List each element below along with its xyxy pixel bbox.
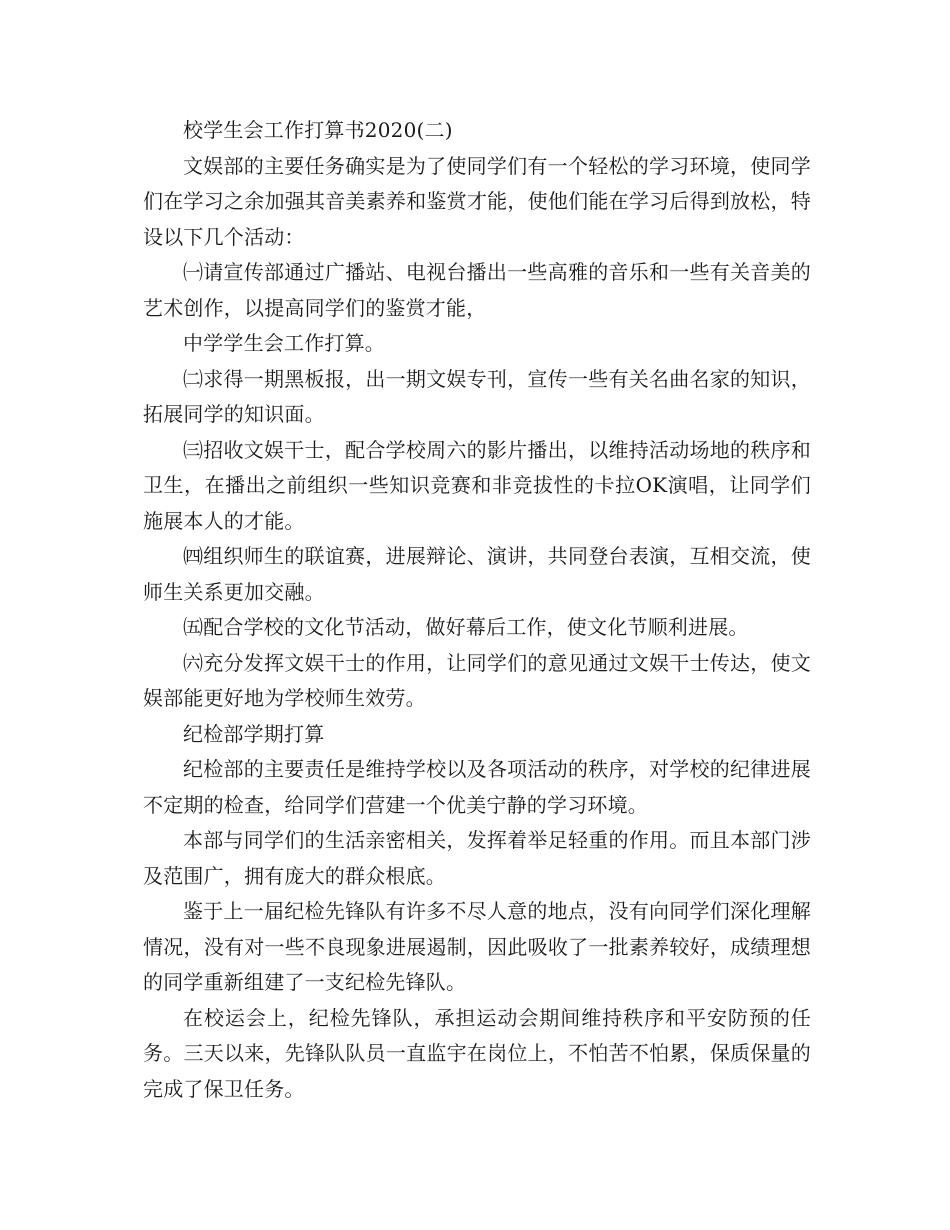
document-title: 校学生会工作打算书2020(二) [183, 118, 453, 142]
section-heading-discipline: 纪检部学期打算 [183, 721, 325, 746]
paragraph-discipline-team: 鉴于上一届纪检先锋队有许多不尽人意的地点，没有向同学们深化理解情况，没有对一些不良现象进展遏制，因此吸收了一批素养较好，成绩理想的同学重新组建了一支纪检先锋队。 [143, 899, 811, 994]
paragraph-discipline-role: 本部与同学们的生活亲密相关，发挥着举足轻重的作用。而且本部门涉及范围广，拥有庞大的群众根底。 [143, 828, 811, 888]
paragraph-sports-meet: 在校运会上，纪检先锋队，承担运动会期间维持秩序和平安防预的任务。三天以来，先锋队队员一直监宇在岗位上，不怕苦不怕累，保质保量的完成了保卫任务。 [143, 1005, 811, 1101]
paragraph-item-2: ㈡求得一期黑板报，出一期文娱专刊，宣传一些有关名曲名家的知识，拓展同学的知识面。 [143, 366, 811, 426]
paragraph-discipline-duty: 纪检部的主要责任是维持学校以及各项活动的秩序，对学校的纪律进展不定期的检查，给同学们营建一个优美宁静的学习环境。 [143, 757, 811, 817]
paragraph-entertainment-intro: 文娱部的主要任务确实是为了使同学们有一个轻松的学习环境，使同学们在学习之余加强其音美素养和鉴赏才能，使他们能在学习后得到放松，特设以下几个活动： [143, 153, 811, 249]
paragraph-item-1: ㈠请宣传部通过广播站、电视台播出一些高雅的音乐和一些有关音美的艺术创作，以提高同学们的鉴赏才能， [143, 260, 811, 320]
document-body [143, 113, 811, 1107]
paragraph-item-6: ㈥充分发挥文娱干士的作用，让同学们的意见通过文娱干士传达，使文娱部能更好地为学校师生效劳。 [143, 650, 811, 710]
paragraph-item-5: ㈤配合学校的文化节活动，做好幕后工作，使文化节顺利进展。 [183, 615, 749, 639]
paragraph-note: 中学学生会工作打算。 [183, 331, 385, 355]
paragraph-item-3: ㈢招收文娱干士，配合学校周六的影片播出，以维持活动场地的秩序和卫生，在播出之前组织一些知识竞赛和非竞拔性的卡拉OK演唱，让同学们施展本人的才能。 [143, 437, 811, 533]
paragraph-item-4: ㈣组织师生的联谊赛，进展辩论、演讲，共同登台表演，互相交流，使师生关系更加交融。 [143, 544, 811, 604]
